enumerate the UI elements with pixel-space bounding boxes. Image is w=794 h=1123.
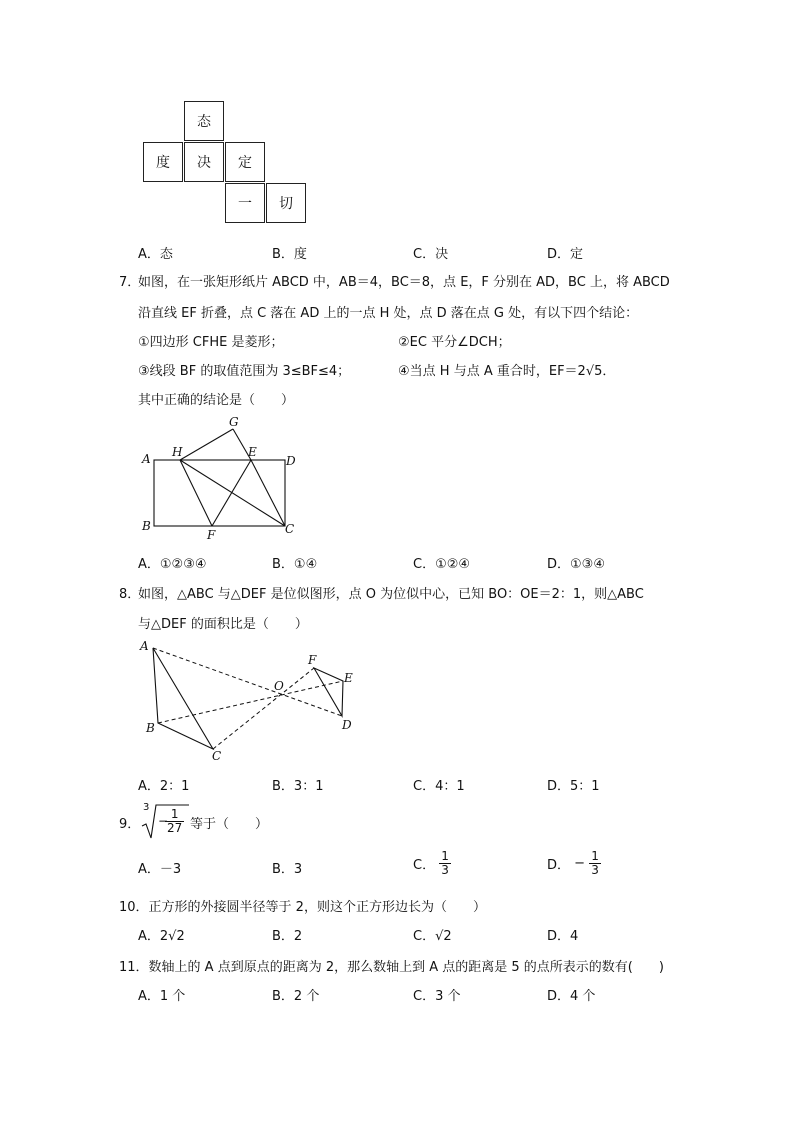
- q9-denominator: 27: [167, 821, 183, 835]
- net-cell-left: 度: [143, 142, 183, 182]
- label-e: E: [344, 671, 353, 685]
- q7-figure: [138, 412, 308, 542]
- q9-numerator: 1: [165, 808, 184, 822]
- net-cell-bottom1: 一: [225, 183, 265, 223]
- q8-figure: [138, 636, 368, 766]
- q7-conclusion-4-value: 2√5．: [577, 364, 616, 379]
- q11-option-a: A．1 个: [138, 989, 186, 1004]
- q8-option-a: A．2：1: [138, 779, 190, 794]
- q10-option-b: B．2: [272, 929, 303, 944]
- q7-option-a: A．①②③④: [138, 557, 207, 572]
- q9-radicand-sign: −: [158, 814, 169, 828]
- q7-conclusion-4-text: ④当点 H 与点 A 重合时，EF＝: [398, 364, 578, 379]
- q9-option-c-label: C．: [413, 858, 436, 873]
- q11-option-b: B．2 个: [272, 989, 320, 1004]
- q9-cube-root: [140, 802, 190, 840]
- segment-ec: [251, 460, 285, 526]
- q8-line1: 如图，△ABC 与△DEF 是位似图形，点 O 为位似中心，已知 BO：OE＝2：1，则△ABC: [138, 587, 644, 602]
- q7-conclusion-1: ①四边形 CFHE 是菱形；: [138, 335, 284, 350]
- q6-option-a: A．态: [138, 247, 173, 262]
- q7-number: 7．: [119, 275, 141, 290]
- q6-option-d: D．定: [547, 247, 584, 262]
- q9-option-d: [547, 850, 601, 877]
- q9-option-d-label: D．: [547, 858, 571, 873]
- label-f: F: [308, 653, 317, 667]
- q7-conclusion-3: ③线段 BF 的取值范围为 3≤BF≤4；: [138, 364, 351, 379]
- q7-option-c: C．①②④: [413, 557, 471, 572]
- q9-number: 9．: [119, 817, 141, 832]
- q6-option-c: C．决: [413, 247, 449, 262]
- label-d: D: [286, 454, 296, 468]
- q9-option-b: B．3: [272, 862, 303, 877]
- q9-option-c: [413, 850, 451, 877]
- q7-line1: 如图，在一张矩形纸片 ABCD 中，AB＝4，BC＝8，点 E，F 分别在 AD，BC 上，将 ABCD: [138, 275, 670, 290]
- q7-line2: 沿直线 EF 折叠，点 C 落在 AD 上的一点 H 处，点 D 落在点 G 处，有以下四个结论：: [138, 306, 639, 321]
- label-b: B: [142, 519, 151, 533]
- dashed-cf: [213, 668, 314, 749]
- segment-hg: [180, 429, 233, 460]
- q10-option-d: D．4: [547, 929, 579, 944]
- q9-fraction: [165, 808, 184, 835]
- q8-number: 8．: [119, 587, 141, 602]
- net-cell-right: 定: [225, 142, 265, 182]
- label-d: D: [342, 718, 352, 732]
- q8-option-b: B．3：1: [272, 779, 324, 794]
- net-cell-top: 态: [184, 101, 224, 141]
- q7-question: 其中正确的结论是（ ）: [138, 393, 295, 408]
- label-f: F: [207, 528, 216, 542]
- q9-option-c-fraction: [439, 850, 451, 877]
- label-h: H: [172, 445, 183, 459]
- triangle-def: [314, 668, 343, 716]
- label-a: A: [140, 639, 149, 653]
- label-c: C: [285, 522, 295, 536]
- net-cell-bottom2: 切: [266, 183, 306, 223]
- q7-conclusion-2: ②EC 平分∠DCH；: [398, 335, 511, 350]
- q9-tail: 等于（ ）: [190, 817, 269, 832]
- segment-ef: [212, 460, 251, 526]
- q10-option-c: C．√2: [413, 929, 452, 944]
- q11-stem: 11．数轴上的 A 点到原点的距离为 2，那么数轴上到 A 点的距离是 5 的点所表示的数有( ): [119, 960, 664, 975]
- q10-option-a: A．2√2: [138, 929, 185, 944]
- q7-conclusion-4: [398, 360, 615, 379]
- q9-option-d-den: 3: [591, 863, 599, 877]
- q9-option-d-sign: −: [574, 856, 586, 871]
- q8-option-c: C．4：1: [413, 779, 465, 794]
- q9-option-c-num: 1: [441, 849, 449, 863]
- label-c: C: [212, 749, 222, 763]
- q10-stem: 10．正方形的外接圆半径等于 2，则这个正方形边长为（ ）: [119, 900, 486, 915]
- q7-option-d: D．①③④: [547, 557, 605, 572]
- q9-root-index: 3: [143, 802, 150, 813]
- dashed-be: [158, 681, 343, 723]
- q9-option-a: A．－3: [138, 862, 182, 877]
- rect-abcd: [154, 460, 285, 526]
- q11-option-d: D．4 个: [547, 989, 596, 1004]
- q7-option-b: B．①④: [272, 557, 318, 572]
- label-o: O: [274, 679, 284, 693]
- triangle-abc: [153, 648, 213, 749]
- q8-option-d: D．5：1: [547, 779, 600, 794]
- label-e: E: [248, 445, 257, 459]
- q9-option-d-fraction: [589, 850, 601, 877]
- label-b: B: [146, 721, 155, 735]
- q9-option-d-num: 1: [591, 849, 599, 863]
- q11-option-c: C．3 个: [413, 989, 461, 1004]
- label-a: A: [142, 452, 151, 466]
- net-cell-center: 决: [184, 142, 224, 182]
- q9-option-c-den: 3: [441, 863, 449, 877]
- q8-line2: 与△DEF 的面积比是（ ）: [138, 617, 308, 632]
- label-g: G: [229, 415, 239, 429]
- q6-option-b: B．度: [272, 247, 307, 262]
